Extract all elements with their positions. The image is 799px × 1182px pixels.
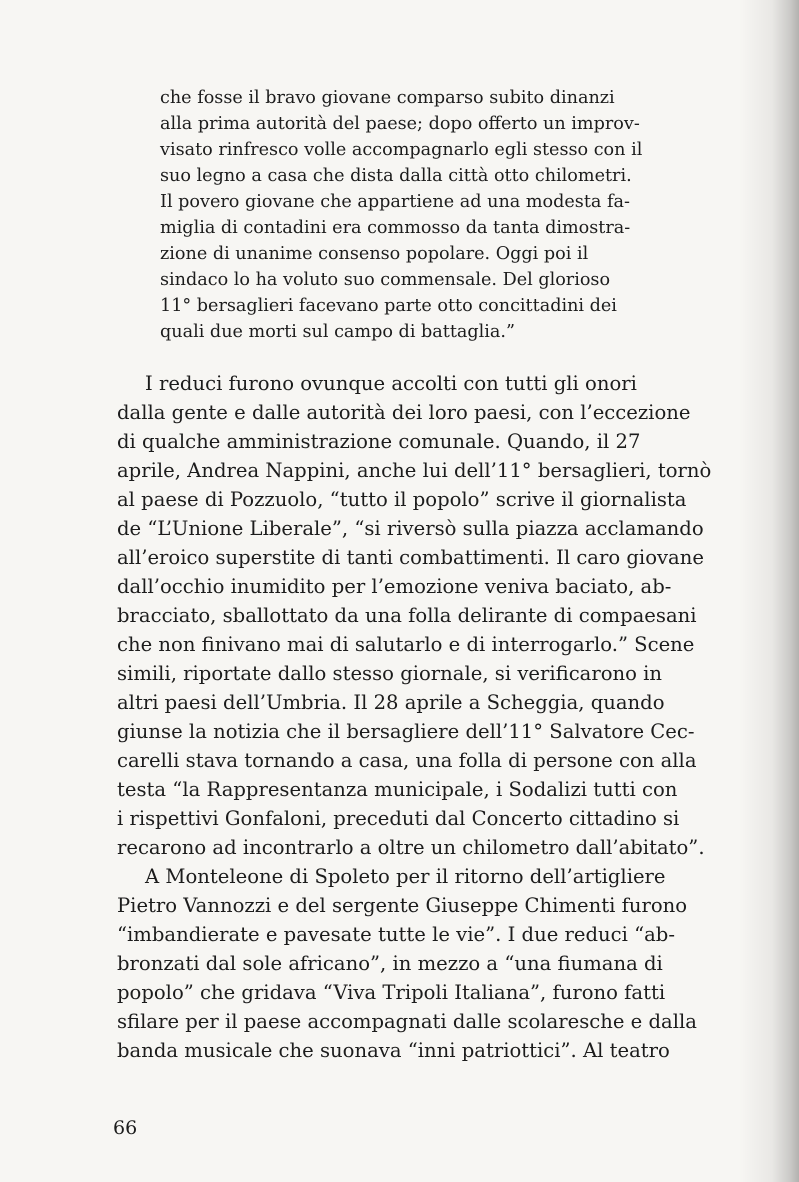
paragraph-line: aprile, Andrea Nappini, anche lui dell’11° bersaglieri, tornò	[117, 459, 712, 482]
quote-line: Il povero giovane che appartiene ad una modesta fa-	[160, 192, 630, 212]
paragraph-line: altri paesi dell’Umbria. Il 28 aprile a Scheggia, quando	[117, 691, 665, 714]
paragraph-line: bracciato, sballottato da una folla delirante di compaesani	[117, 604, 697, 627]
paragraph-line: carelli stava tornando a casa, una folla di persone con alla	[117, 749, 697, 772]
page-number: 66	[113, 1117, 138, 1139]
paragraph-line: giunse la notizia che il bersagliere dell’11° Salvatore Cec-	[117, 720, 695, 743]
paragraph-line: Pietro Vannozzi e del sergente Giuseppe Chimenti furono	[117, 894, 688, 917]
paragraph-line: banda musicale che suonava “inni patriottici”. Al teatro	[117, 1039, 670, 1062]
page-gutter-shadow	[739, 0, 799, 1182]
paragraph-line: simili, riportate dallo stesso giornale, si verificarono in	[117, 662, 663, 685]
paragraph-line: I reduci furono ovunque accolti con tutti gli onori	[145, 372, 637, 395]
paragraph-line: bronzati dal sole africano”, in mezzo a “una fiumana di	[117, 952, 663, 975]
quote-line: 11° bersaglieri facevano parte otto concittadini dei	[160, 296, 617, 316]
quote-line: sindaco lo ha voluto suo commensale. Del glorioso	[160, 270, 611, 290]
quote-line: zione di unanime consenso popolare. Oggi poi il	[160, 244, 589, 264]
paragraph-line: che non finivano mai di salutarlo e di interrogarlo.” Scene	[117, 633, 695, 656]
paragraph-line: testa “la Rappresentanza municipale, i Sodalizi tutti con	[117, 778, 678, 801]
paragraph-line: all’eroico superstite di tanti combattimenti. Il caro giovane	[117, 546, 704, 569]
paragraph-line: i rispettivi Gonfaloni, preceduti dal Concerto cittadino si	[117, 807, 680, 830]
paragraph-line: sfilare per il paese accompagnati dalle scolaresche e dalla	[117, 1010, 697, 1033]
paragraph-line: A Monteleone di Spoleto per il ritorno dell’artigliere	[145, 865, 666, 888]
paragraph-line: de “L’Unione Liberale”, “si riversò sulla piazza acclamando	[117, 517, 704, 540]
paragraph-line: “imbandierate e pavesate tutte le vie”. I due reduci “ab-	[117, 923, 675, 946]
quote-line: suo legno a casa che dista dalla città otto chilometri.	[160, 166, 632, 186]
quote-line: miglia di contadini era commosso da tanta dimostra-	[160, 218, 631, 238]
quote-line: visato rinfresco volle accompagnarlo egli stesso con il	[160, 140, 643, 160]
paragraph-line: dall’occhio inumidito per l’emozione veniva baciato, ab-	[117, 575, 672, 598]
paragraph-line: al paese di Pozzuolo, “tutto il popolo” scrive il giornalista	[117, 488, 687, 511]
paragraph-line: dalla gente e dalle autorità dei loro paesi, con l’eccezione	[117, 401, 691, 424]
quote-line: quali due morti sul campo di battaglia.”	[160, 322, 516, 342]
paragraph-line: popolo” che gridava “Viva Tripoli Italiana”, furono fatti	[117, 981, 666, 1004]
paragraph-line: di qualche amministrazione comunale. Quando, il 27	[117, 430, 641, 453]
paragraph-line: recarono ad incontrarlo a oltre un chilometro dall’abitato”.	[117, 836, 705, 859]
quote-line: che fosse il bravo giovane comparso subito dinanzi	[160, 88, 615, 108]
quote-line: alla prima autorità del paese; dopo offerto un improv-	[160, 114, 640, 134]
